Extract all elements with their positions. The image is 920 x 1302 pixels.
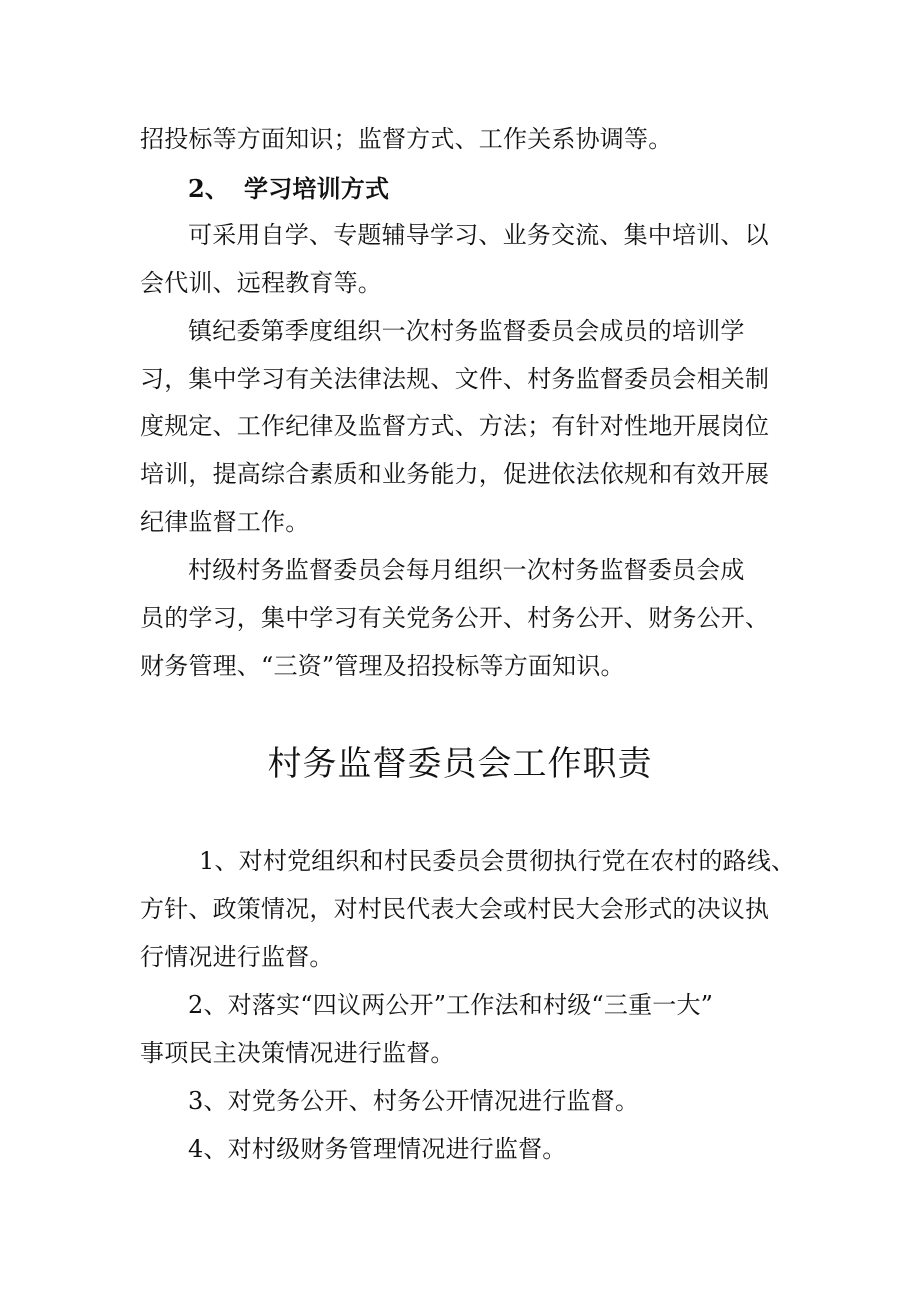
paragraph-line: 镇纪委第季度组织一次村务监督委员会成员的培训学 [188, 317, 745, 345]
paragraph-line: 会代训、远程教育等。 [140, 269, 382, 297]
paragraph-line: 度规定、工作纪律及监督方式、方法；有针对性地开展岗位 [140, 412, 770, 440]
section-heading-text: 学习培训方式 [244, 174, 390, 203]
paragraph-line: 财务管理、“三资”管理及招投标等方面知识。 [140, 652, 625, 680]
paragraph-line: 可采用自学、专题辅导学习、业务交流、集中培训、以 [188, 221, 769, 249]
paragraph-line: 员的学习，集中学习有关党务公开、村务公开、财务公开、 [140, 604, 770, 632]
duty-item-line: 3、对党务公开、村务公开情况进行监督。 [188, 1087, 640, 1115]
duty-item-line: 2、对落实“四议两公开”工作法和村级“三重一大” [188, 991, 714, 1019]
section-heading [188, 173, 389, 205]
duty-item-line: 方针、政策情况，对村民代表大会或村民大会形式的决议执 [140, 895, 770, 923]
paragraph-line: 习，集中学习有关法律法规、文件、村务监督委员会相关制 [140, 365, 770, 393]
paragraph-line: 村级村务监督委员会每月组织一次村务监督委员会成 [188, 556, 745, 584]
continuation-line: 招投标等方面知识；监督方式、工作关系协调等。 [140, 125, 673, 153]
duty-item-line: 1、对村党组织和村民委员会贯彻执行党在农村的路线、 [199, 847, 796, 875]
duty-item-line: 行情况进行监督。 [140, 943, 334, 971]
paragraph-line: 培训，提高综合素质和业务能力，促进依法依规和有效开展 [140, 460, 770, 488]
page-title: 村务监督委员会工作职责 [267, 744, 653, 784]
paragraph-line: 纪律监督工作。 [140, 508, 310, 536]
section-heading-number: 2、 [188, 174, 230, 203]
duty-item-line: 4、对村级财务管理情况进行监督。 [188, 1135, 567, 1163]
duty-item-line: 事项民主决策情况进行监督。 [140, 1039, 455, 1067]
